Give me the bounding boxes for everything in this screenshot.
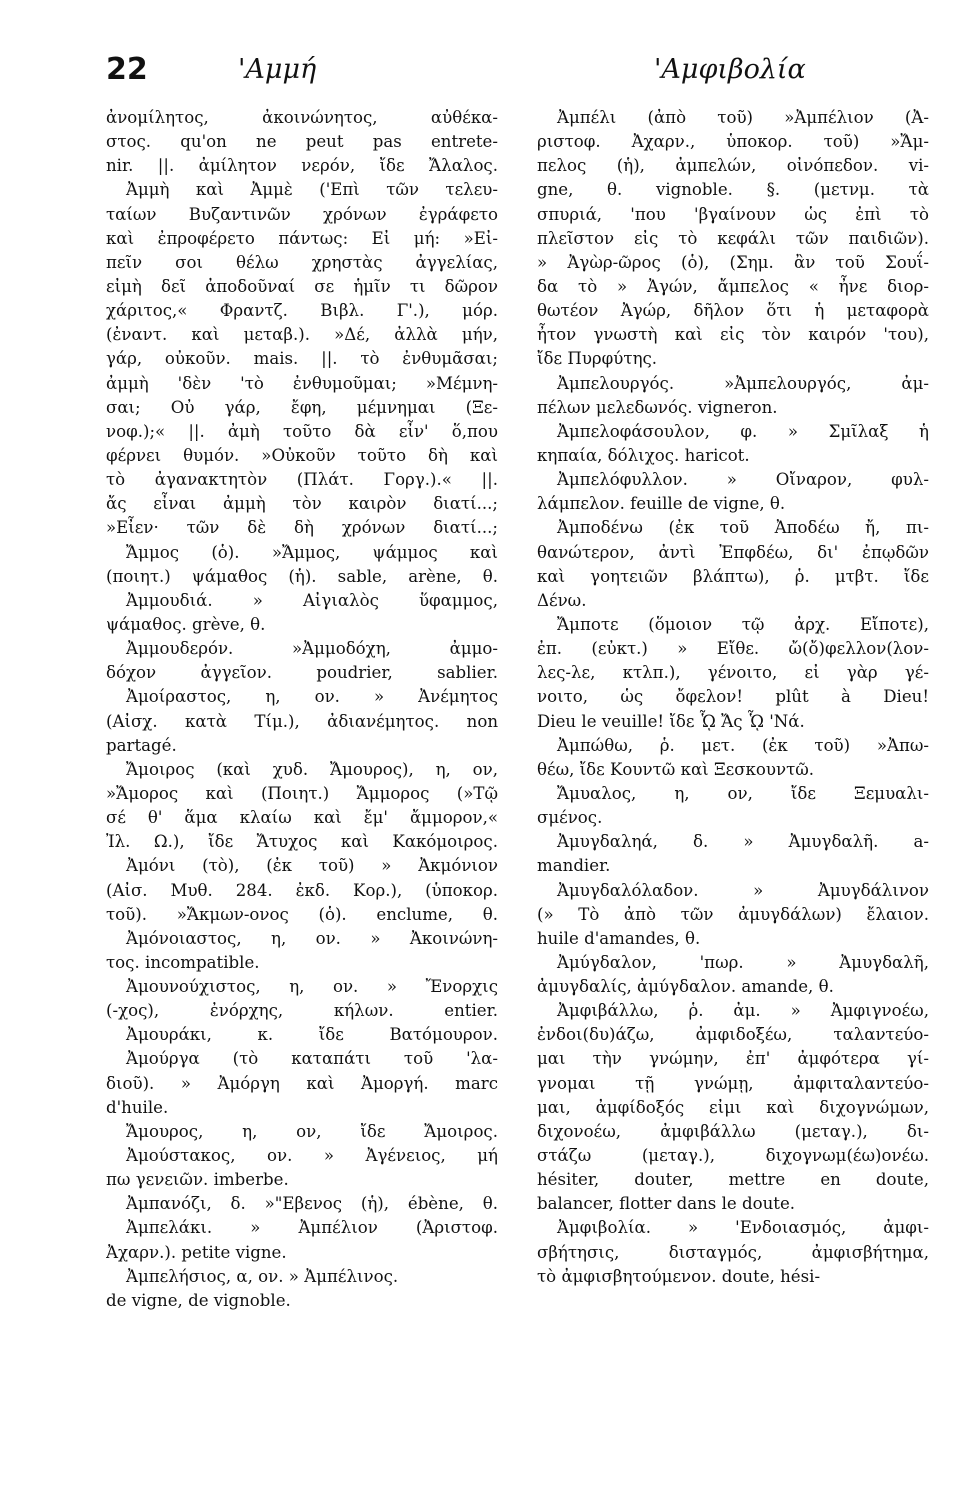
text-line: »Ἄμορος καὶ (Ποιητ.) Ἄμμορος (»Τῷ [106,783,498,803]
text-line: τὸ ἀγανακτητὸν (Πλάτ. Γοργ.).« ||. [106,470,498,490]
text-line: Ἀμπελοφάσουλον, φ. » Σμῖλαξ ἡ [557,421,929,441]
text-line: gne, θ. vignoble. §. (μετνμ. τὰ [537,180,929,200]
text-line: Ἄμοιρος (καὶ χυδ. Ἄμουρος), η, ον, [126,759,498,779]
text-line: d'huile. [106,1097,169,1117]
text-line: στάζω (μεταγ.), διχογνωμ(έω)ονέω. [537,1146,929,1166]
text-line: ἴδε Πυρφύτης. [537,349,658,369]
text-line: ἄς εἶναι ἀμμὴ τὸν καιρὸν διατί...; [106,494,498,514]
page-header [0,52,970,102]
text-line: Ἀμυγδαλόλαδον. » Ἀμυγδάλινον [557,880,929,900]
text-line: Ἀμπώθω, ῥ. μετ. (ἐκ τοῦ) »Ἀπω- [557,735,929,755]
text-line: Ἰλ. Ω.), ἴδε Ἄτυχος καὶ Κακόμοιρος. [106,832,498,852]
text-line: de vigne, de vignoble. [106,1290,291,1310]
text-line: διχονοέω, ἀμφιβάλλω (μεταγ.), δι- [537,1121,929,1141]
left-column [106,106,498,1313]
text-line: τὸ ἀμφισβητούμενον. doute, hési- [537,1266,821,1286]
text-line: Δένω. [537,590,587,610]
text-line: Ἀμφιβολία. » 'Ενδοιασμός, ἀμφι- [557,1218,929,1238]
text-line: Ἀμουνούχιστος, η, ον. » Ἔνορχις [126,977,498,997]
text-line: Ἄμμος (ὁ). »Ἄμμος, ψάμμος καὶ [126,542,498,562]
text-line: τος. incompatible. [106,952,260,972]
text-line: λάμπελον. feuille de vigne, θ. [537,494,786,514]
text-line: Ἀμπελήσιος, α, ον. » Ἀμπέλινος. [126,1266,399,1286]
text-line: ριστοφ. Ἀχαρν., ὑποκορ. τοῦ) »Ἄμ- [537,132,929,152]
text-line: μαι, ἀμφίδοξός εἰμι καὶ διχογνώμων, [537,1097,929,1117]
text-line: στος. qu'on ne peut pas entrete- [106,132,498,152]
text-line: φέρνει θυμόν. »Οὐκοῦν τοῦτο δὴ καὶ [106,445,498,465]
text-line: Dieu le veuille! ἴδε ᾯ Ἄς ᾯ 'Νά. [537,711,805,731]
text-line: Ἀμυγδαληά, δ. » Ἀμυγδαλῆ. a- [557,832,929,852]
text-line: Ἀμπελάκι. » Ἀμπέλιον (Ἀριστοφ. [126,1218,498,1238]
text-line: Ἀμόνοιαστος, η, ον. » Ἀκοινώνη- [126,928,498,948]
text-line: Ἀμμὴ καὶ Ἀμμὲ ('Επὶ τῶν τελευ- [126,180,498,200]
text-line: ψάμαθος. grève, θ. [106,614,266,634]
text-line: Ἀμούστακος, ον. » Ἀγένειος, μή [126,1146,498,1166]
text-line: ἀμυγδαλίς, ἀμύγδαλον. amande, θ. [537,977,834,997]
text-line: μαι τὴν γνώμην, ἐπ' ἀμφότερα γί- [537,1049,929,1069]
text-line: Ἀμπέλι (ἀπὸ τοῦ) »Ἀμπέλιον (Ἀ- [557,108,929,127]
text-line: Ἀμποδένω (ἐκ τοῦ Ἀποδέω ἤ, πι- [557,518,929,538]
text-line: Ἀμπελουργός. »Ἀμπελουργός, ἀμ- [557,373,929,393]
text-line: (Αἰσ. Μυθ. 284. ἐκδ. Κορ.), (ὑποκορ. [106,880,498,900]
text-line: nir. ||. ἀμίλητον νερόν, ἴδε Ἄλαλος. [106,156,498,176]
text-line: ἀμμὴ 'δὲν 'τὸ ἐνθυμοῦμαι; »Μέμνη- [106,373,498,393]
text-line: σμένος. [537,808,603,828]
text-line: ἐνδοι(δυ)άζω, ἀμφιδοξέω, ταλαντεύο- [537,1025,929,1045]
text-line: πω γενειῶν. imberbe. [106,1170,289,1190]
text-line: λες-λε, κτλπ.), γένοιτο, εἰ γὰρ γέ- [537,663,929,683]
text-line: σέ θ' ἅμα κλαίω καὶ ἔμ' ἄμμορον,« [106,808,498,828]
text-line: ἐπ. (εὐκτ.) » Εἴθε. ὤ(ὄ)φελλον(λον- [537,639,929,659]
text-line: mandier. [537,856,611,876]
text-line: Ἄμποτε (ὅμοιον τῷ ἀρχ. Εἴποτε), [557,614,929,634]
text-line: δόχον ἀγγεῖον. poudrier, sablier. [106,663,498,683]
page-number: 22 [106,52,148,87]
text-line: χάριτος,« Φραντζ. Βιβλ. Γ'.), μόρ. [106,301,498,321]
text-line: πελος (ἡ), ἀμπελών, οἰνόπεδον. vi- [537,156,929,176]
text-line: huile d'amandes, θ. [537,928,701,948]
text-line: Ἀμμουδερόν. »Ἀμμοδόχη, ἀμμο- [126,639,498,659]
text-line: Ἄμουρος, η, ον, ἴδε Ἄμοιρος. [126,1121,498,1141]
right-column [537,106,929,1289]
text-line: εἰμὴ δεῖ ἀποδοῦναί σε ἡμῖν τι δῶρον [106,276,498,296]
text-line: (ποιητ.) ψάμαθος (ἡ). sable, arène, θ. [106,566,498,586]
text-line: Ἄμυαλος, η, ον, ἴδε Ξεμυαλι- [557,783,929,803]
text-line: γνομαι τῇ γνώμῃ, ἀμφιταλαντεύο- [537,1073,929,1093]
text-line: Ἀμπελόφυλλον. » Οἴναρον, φυλ- [557,470,929,490]
text-line: balancer, flotter dans le doute. [537,1194,796,1214]
text-line: Ἀμουράκι, κ. ἴδε Βατόμουρον. [126,1025,498,1045]
text-line: σβήτησις, δισταγμός, ἀμφισβήτημα, [537,1242,929,1262]
text-line: διοῦ). » Ἀμόργη καὶ Ἀμοργή. marc [106,1073,498,1093]
text-line: (ἐναντ. καὶ μεταβ.). »Δέ, ἀλλὰ μήν, [106,325,498,345]
text-line: ταίων Βυζαντινῶν χρόνων ἐγράφετο [106,204,498,224]
text-line: δα τὸ » Ἀγών, ἄμπελος « ἦνε διορ- [537,276,929,296]
running-head-left: 'Αμμή [238,54,317,85]
text-line: γάρ, οὐκοῦν. mais. ||. τὸ ἐνθυμᾶσαι; [106,349,498,369]
text-line: τοῦ). »Ἄκμων-ονος (ὁ). enclume, θ. [106,904,498,924]
text-line: πεῖν σοι θέλω χρηστὰς ἀγγελίας, [106,252,498,272]
text-line: καὶ γοητειῶν βλάπτω), ῥ. μτβτ. ἴδε [537,566,929,586]
text-line: Ἀχαρν.). petite vigne. [106,1242,287,1262]
text-line: Ἀμφιβάλλω, ῥ. ἀμ. » Ἀμφιγνοέω, [557,1001,929,1021]
text-line: θανώτερον, ἀντὶ Ἐπφδέω, δι' ἐπῳδῶν [537,542,929,562]
text-line: ἦτον γνωστὴ καὶ εἰς τὸν καιρόν 'του), [537,325,929,345]
text-line: Ἀμύγδαλον, 'πωρ. » Ἀμυγδαλῆ, [557,952,929,972]
text-line: ἀνομίλητος, ἀκοινώνητος, αὐθέκα- [106,108,498,127]
text-line: (-χος), ἐνόρχης, κήλων. entier. [106,1001,498,1021]
text-line: Ἀμμουδιά. » Αἰγιαλὸς ὕφαμμος, [126,590,498,610]
text-line: σαι; Οὐ γάρ, ἔφη, μέμνημαι (Ξε- [106,397,498,417]
text-line: καὶ ἐπροφέρετο πάντως: Εἰ μή: »Εἰ- [106,228,498,248]
text-line: Ἀμόνι (τὸ), (ἐκ τοῦ) » Ἀκμόνιον [126,856,498,876]
text-line: (Αἰσχ. κατὰ Τίμ.), ἀδιανέμητος. non [106,711,498,731]
text-line: κηπαία, δόλιχος. haricot. [537,445,750,465]
text-line: Ἀμπανόζι, δ. »"Εβενος (ἡ), ébène, θ. [126,1194,498,1214]
text-line: πλεῖστον εἰς τὸ κεφάλι τῶν παιδιῶν). [537,228,929,248]
text-line: πέλων μελεδωνός. vigneron. [537,397,778,417]
text-line: νοφ.);« ||. ἀμὴ τοῦτο δὰ εἶν' ὅ,που [106,421,498,441]
text-line: θέω, ἴδε Κουντῶ καὶ Ξεσκουντῶ. [537,759,815,779]
text-line: θωτέον Ἀγώρ, δῆλον ὅτι ἡ μεταφορὰ [537,301,929,321]
text-line: »Εἶεν· τῶν δὲ δὴ χρόνων διατί...; [106,518,498,538]
text-line: partagé. [106,735,177,755]
text-line: Ἀμούργα (τὸ καταπάτι τοῦ 'λα- [126,1049,498,1069]
text-line: σπυριά, 'που 'βγαίνουν ὡς ἐπὶ τὸ [537,204,929,224]
text-line: » Ἀγὼρ-ῶρος (ὁ), (Σημ. ἂν τοῦ Σουΐ- [537,252,929,272]
text-line: Ἀμοίραστος, η, ον. » Ἀνέμητος [126,687,498,707]
running-head-right: 'Αμφιβολία [654,54,806,85]
text-line: (» Τὸ ἀπὸ τῶν ἀμυγδάλων) ἔλαιον. [537,904,929,924]
text-line: νοιτο, ὡς ὄφελον! plût à Dieu! [537,687,929,707]
text-line: hésiter, douter, mettre en doute, [537,1170,929,1190]
